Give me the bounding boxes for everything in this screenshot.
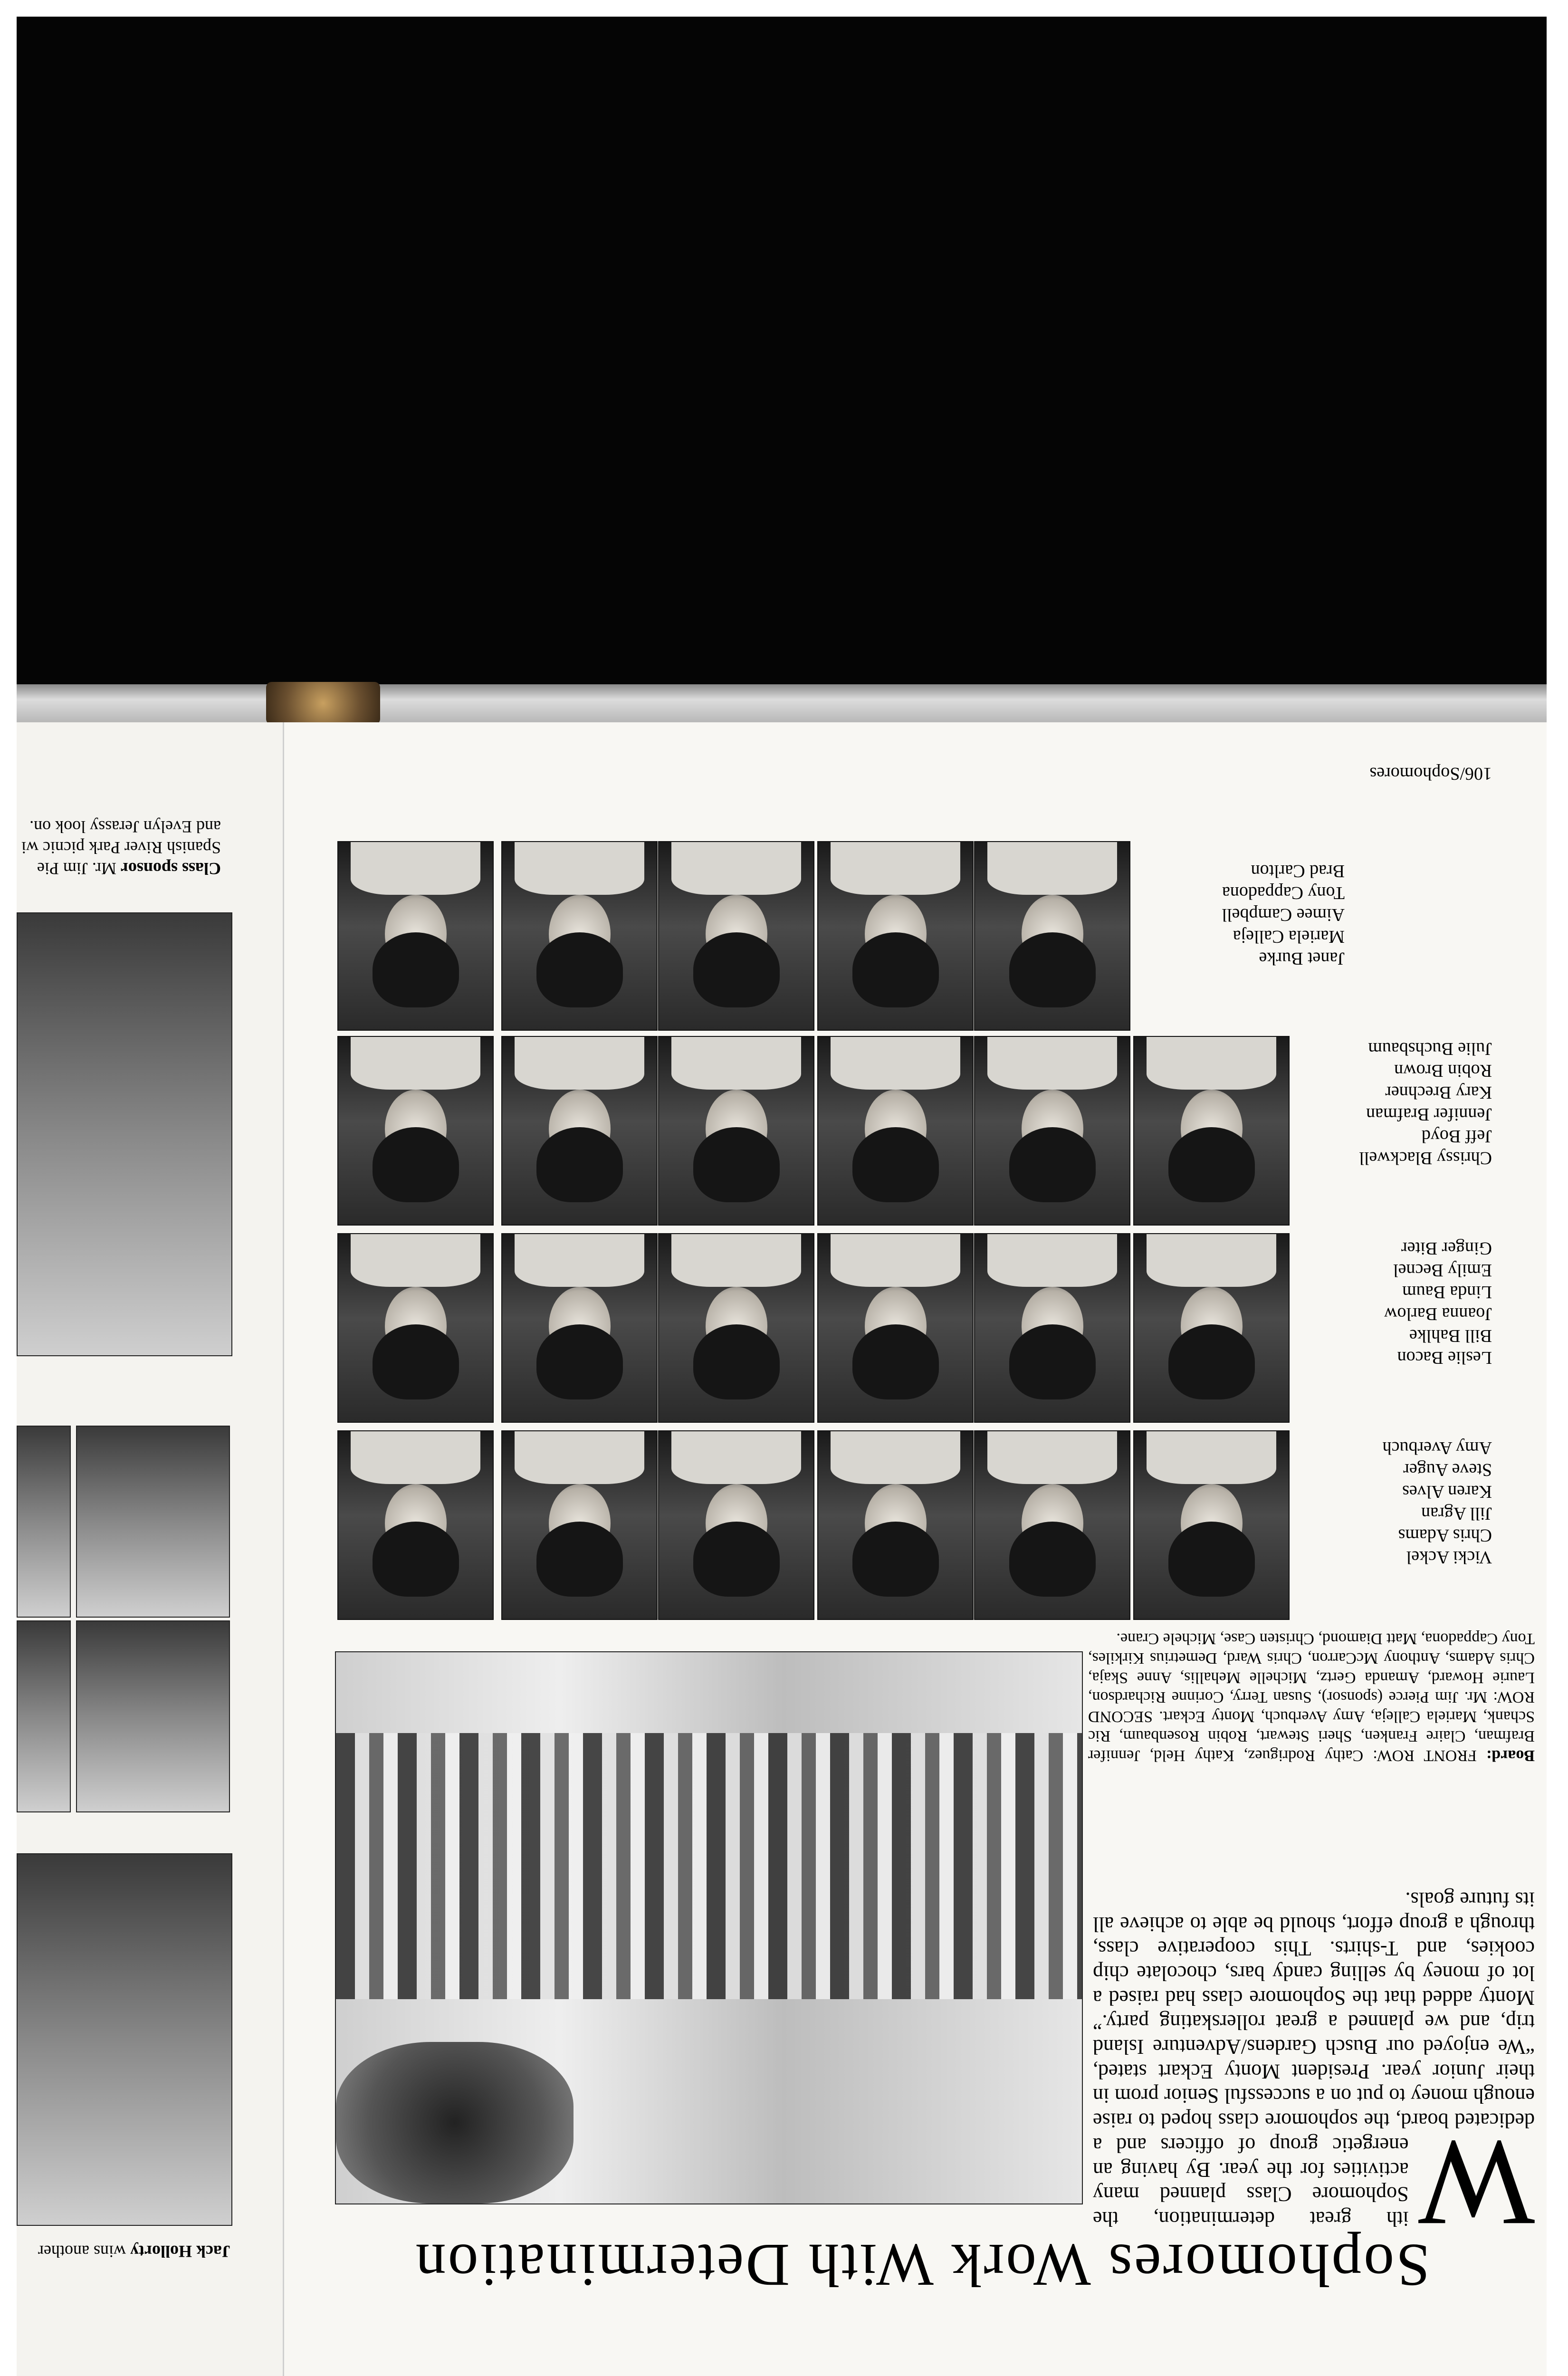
- student-name: Robin Brown: [1394, 1061, 1492, 1081]
- sponsor-caption-text: Mr. Jim Pie: [37, 859, 121, 878]
- student-name: Bill Bahlke: [1409, 1326, 1492, 1346]
- portrait-photo-facing-3: [17, 1620, 71, 1812]
- hollorty-caption: [17, 2233, 230, 2262]
- binding-tape: [266, 682, 380, 725]
- student-portrait: [817, 1036, 974, 1226]
- student-portrait: [658, 841, 814, 1031]
- group-photo: [335, 1651, 1083, 2204]
- student-portrait: [1133, 1430, 1290, 1620]
- picnic-photo: [17, 912, 232, 1356]
- student-name: Jennifer Brafman: [1366, 1104, 1492, 1124]
- sponsor-caption-line2: Spanish River Park picnic wi: [21, 838, 221, 857]
- intro-text: ith great determination, the Sophomore Class planned many activities for the year. By having an energetic group of officers and a dedicated board, the sophomore class hoped to raise enough money to put on a successful Senior prom in their Junior year. President Monty Eckart stated, “We enjoyed our Busch Gardens/Adventure Island trip, and we planned a great rollerskating party.” Monty added that the Sophomore class had raised a lot of money by selling candy bars, chocolate chip cookies, and T-shirts. This cooperative class, through a group effort, should be able to achieve all its future goals.: [1093, 1887, 1535, 2231]
- student-name: Jill Agran: [1421, 1504, 1492, 1523]
- portrait-photo-facing-2: [76, 1426, 230, 1618]
- student-portrait: [501, 1233, 658, 1423]
- action-photo: [17, 1853, 232, 2226]
- student-name: Steve Auger: [1403, 1460, 1492, 1480]
- student-name: Kary Brechner: [1385, 1083, 1492, 1102]
- student-name: Brad Carlton: [1251, 861, 1345, 881]
- student-name: Ginger Biter: [1401, 1238, 1492, 1258]
- scanner-background: [17, 17, 1547, 689]
- student-portrait: [974, 841, 1130, 1031]
- student-portrait: [817, 1233, 974, 1423]
- headline: Sophomores Work With Determination: [413, 2232, 1430, 2299]
- portrait-photo-facing-4: [76, 1620, 230, 1812]
- board-caption-label: Board:: [1486, 1747, 1535, 1764]
- student-portrait: [337, 841, 494, 1031]
- student-portrait: [1133, 1233, 1290, 1423]
- board-caption-text: FRONT ROW: Cathy Rodriguez, Kathy Held, Jennifer Brafman, Claire Franken, Sheri Stewart, Robin Rosenbaum, Ric Schank, Mariela Calleja, Amy Averbuch, Monty Eckart. SECOND ROW: Mr. Jim Pierce (sponsor), Susan Terry, Corinne Richardson, Laurie Howard, Amanda Gertz, Michelle Mehallis, Anne Skaja, Chris Adams, Anthony McCarron, Chris Ward, Demetrius Kirkiles, Tony Cappadona, Matt Diamond, Christen Case, Michele Crane.: [1088, 1630, 1535, 1764]
- student-name: Karen Alves: [1402, 1482, 1492, 1502]
- dropcap: W: [1418, 2115, 1535, 2252]
- student-name: Emily Becnel: [1393, 1260, 1492, 1280]
- student-portrait: [337, 1036, 494, 1226]
- student-name: Amy Averbuch: [1382, 1438, 1492, 1458]
- book-spine: [17, 684, 1547, 722]
- student-portrait: [974, 1430, 1130, 1620]
- group-people: [336, 1733, 1082, 1999]
- student-name: Chris Adams: [1398, 1525, 1492, 1545]
- name-list-2: [1302, 1226, 1492, 1369]
- portrait-photo-facing-1: [17, 1426, 71, 1618]
- student-portrait: [658, 1430, 814, 1620]
- group-tree: [336, 2042, 574, 2204]
- hollorty-caption-text: wins another: [38, 2242, 131, 2261]
- student-portrait: [1133, 1036, 1290, 1226]
- student-portrait: [817, 841, 974, 1031]
- student-portrait: [337, 1233, 494, 1423]
- page-folio: 106/Sophomores: [1369, 764, 1492, 784]
- student-portrait: [974, 1036, 1130, 1226]
- sponsor-caption-bold: Class sponsor: [120, 859, 221, 878]
- hollorty-caption-bold: Jack Hollorty: [130, 2242, 230, 2261]
- student-portrait: [501, 1036, 658, 1226]
- student-name: Tony Cappadona: [1222, 883, 1345, 903]
- student-portrait: [817, 1430, 974, 1620]
- student-name: Leslie Bacon: [1397, 1348, 1492, 1368]
- student-name: Vicki Ackel: [1406, 1547, 1492, 1567]
- student-name: Julie Buchsbaum: [1368, 1039, 1492, 1059]
- student-portrait: [501, 841, 658, 1031]
- name-list-1: [1302, 1426, 1492, 1568]
- student-name: Janet Burke: [1259, 948, 1345, 968]
- student-portrait: [501, 1430, 658, 1620]
- student-portrait: [337, 1430, 494, 1620]
- student-portrait: [658, 1233, 814, 1423]
- student-name: Jeff Boyd: [1421, 1126, 1492, 1146]
- student-name: Linda Baum: [1402, 1282, 1492, 1302]
- student-name: Joanna Barlow: [1384, 1304, 1492, 1324]
- student-portrait: [658, 1036, 814, 1226]
- name-list-4: [1155, 846, 1345, 969]
- board-caption: [1088, 1630, 1535, 1765]
- name-list-3: [1302, 1026, 1492, 1169]
- sponsor-caption-line3: and Evelyn Jerassy look on.: [29, 817, 221, 836]
- intro-story: [1093, 1775, 1535, 2252]
- sponsor-caption: [17, 808, 221, 879]
- student-name: Mariela Calleja: [1233, 927, 1345, 947]
- student-name: Aimee Campbell: [1222, 905, 1345, 925]
- student-portrait: [974, 1233, 1130, 1423]
- student-name: Chrissy Blackwell: [1359, 1148, 1492, 1168]
